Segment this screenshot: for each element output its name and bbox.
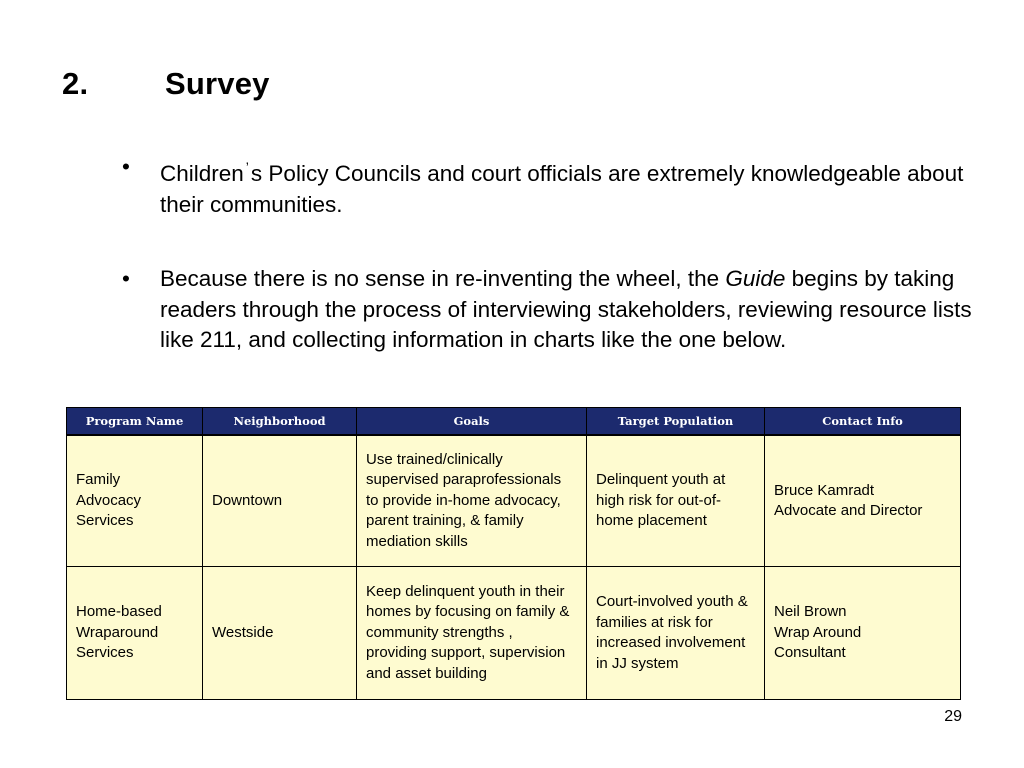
cell-program-name: Home-based Wraparound Services [67, 567, 203, 700]
table-row [67, 567, 961, 700]
bullet-apostrophe: ’ [245, 159, 249, 175]
page-number: 29 [944, 708, 962, 725]
cell-target-population: Delinquent youth at high risk for out-of-home placement [587, 435, 765, 567]
guide-emphasis: Guide [725, 266, 786, 291]
column-header-neighborhood: Neighborhood [203, 408, 357, 436]
cell-goals: Keep delinquent youth in their homes by focusing on family & community strengths , providing support, supervision and asset building [357, 567, 587, 700]
cell-goals: Use trained/clinically supervised paraprofessionals to provide in-home advocacy, parent training, & family mediation skills [357, 435, 587, 567]
table-header-row [67, 408, 961, 436]
cell-contact-info: Neil Brown Wrap Around Consultant [765, 567, 961, 700]
bullet-text: s Policy Councils and court officials are extremely knowledgeable about their communities. [160, 161, 964, 217]
bullet-text: begins by taking readers through the process of interviewing stakeholders, reviewing resource lists like 211, and collecting information in charts like the one below. [160, 266, 972, 352]
cell-contact-info: Bruce Kamradt Advocate and Director [765, 435, 961, 567]
bullet-text: Because there is no sense in re-inventing the wheel, the [160, 266, 726, 291]
section-number: 2. [62, 66, 89, 101]
table-row [67, 435, 961, 567]
column-header-contact-info: Contact Info [765, 408, 961, 436]
bullet-icon: • [122, 266, 130, 291]
cell-target-population: Court-involved youth & families at risk for increased involvement in JJ system [587, 567, 765, 700]
cell-neighborhood: Downtown [203, 435, 357, 567]
column-header-goals: Goals [357, 408, 587, 436]
bullet-item [120, 152, 990, 220]
slide-title [62, 66, 270, 102]
column-header-program-name: Program Name [67, 408, 203, 436]
bullet-icon: • [122, 154, 130, 179]
section-title: Survey [165, 66, 270, 101]
cell-program-name: Family Advocacy Services [67, 435, 203, 567]
column-header-target-population: Target Population [587, 408, 765, 436]
bullet-list [120, 152, 990, 400]
program-table [66, 407, 961, 700]
cell-neighborhood: Westside [203, 567, 357, 700]
bullet-text: Children [160, 161, 244, 186]
bullet-item [120, 264, 990, 356]
